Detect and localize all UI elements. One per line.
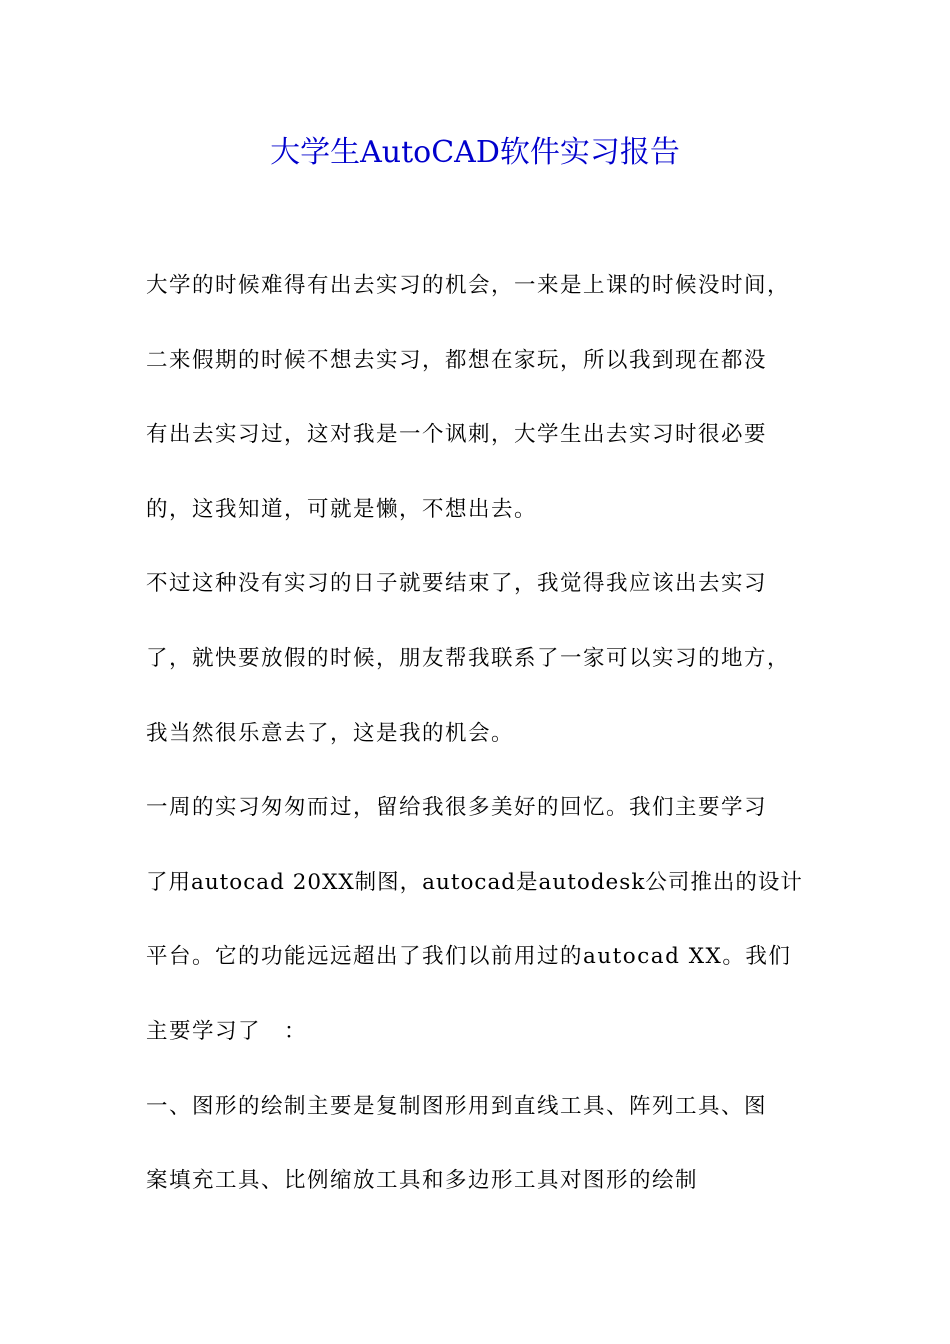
document-title: 大学生AutoCAD软件实习报告 [270, 135, 680, 170]
body-line: 主要学习了 ： [146, 1018, 308, 1044]
body-line: 平台。它的功能远远超出了我们以前用过的autocad XX。我们 [146, 944, 792, 970]
body-line: 我当然很乐意去了，这是我的机会。 [146, 720, 515, 746]
body-line: 不过这种没有实习的日子就要结束了，我觉得我应该出去实习 [146, 571, 768, 597]
body-line: 的，这我知道，可就是懒，不想出去。 [146, 496, 538, 522]
body-line: 了，就快要放假的时候，朋友帮我联系了一家可以实习的地方， [146, 645, 791, 671]
body-line: 一周的实习匆匆而过，留给我很多美好的回忆。我们主要学习 [146, 795, 768, 821]
body-line: 了用autocad 20XX制图，autocad是autodesk公司推出的设计 [146, 869, 803, 895]
body-line: 有出去实习过，这对我是一个讽刺，大学生出去实习时很必要 [146, 422, 768, 448]
body-line: 一、图形的绘制主要是复制图形用到直线工具、阵列工具、图 [146, 1093, 768, 1119]
body-line: 二来假期的时候不想去实习，都想在家玩，所以我到现在都没 [146, 347, 768, 373]
document-body [146, 264, 810, 1234]
body-line: 大学的时候难得有出去实习的机会，一来是上课的时候没时间， [146, 273, 791, 298]
body-line: 案填充工具、比例缩放工具和多边形工具对图形的绘制 [146, 1168, 699, 1194]
